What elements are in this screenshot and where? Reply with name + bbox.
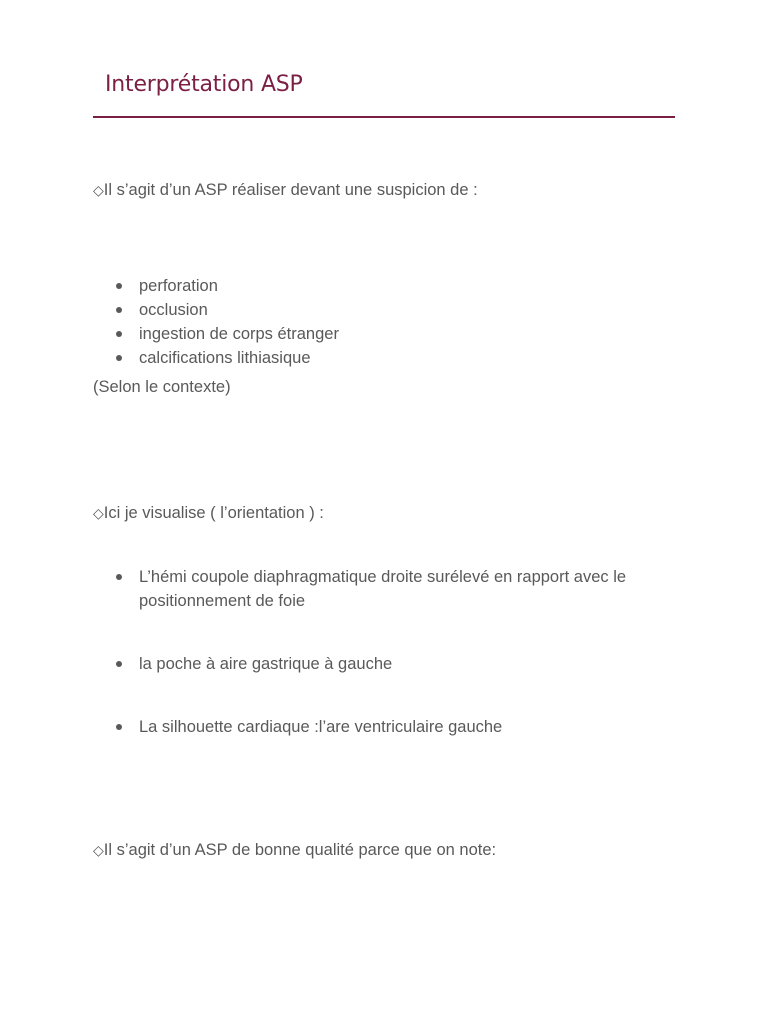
list-item-text: la poche à aire gastrique à gauche xyxy=(139,655,393,673)
orientation-list xyxy=(93,565,679,778)
list-item xyxy=(93,565,679,613)
section3-heading xyxy=(93,841,496,860)
bullet-dot-icon xyxy=(116,331,122,337)
bullet-dot-icon xyxy=(116,661,122,667)
title-underline xyxy=(93,116,675,118)
list-item xyxy=(93,274,339,298)
list-item-text: ingestion de corps étranger xyxy=(139,325,339,343)
list-item-text: calcifications lithiasique xyxy=(139,349,311,367)
suspicion-list xyxy=(93,274,339,370)
list-item xyxy=(93,652,679,676)
list-item-text: perforation xyxy=(139,277,218,295)
section1-heading xyxy=(93,181,478,200)
bullet-dot-icon xyxy=(116,574,122,580)
bullet-dot-icon xyxy=(116,724,122,730)
diamond-bullet-icon: ◇ xyxy=(93,843,104,859)
section3-heading-text: Il s’agit d’un ASP de bonne qualité parce que on note: xyxy=(103,841,497,859)
list-item-text: La silhouette cardiaque :l’are ventriculaire gauche xyxy=(139,718,503,736)
list-item xyxy=(93,715,679,739)
diamond-bullet-icon: ◇ xyxy=(93,506,104,522)
list-item xyxy=(93,298,339,322)
list-item-text: L’hémi coupole diaphragmatique droite surélevé en rapport avec le positionnement de foie xyxy=(139,568,627,610)
section2-heading xyxy=(93,504,324,523)
bullet-dot-icon xyxy=(116,283,122,289)
diamond-bullet-icon: ◇ xyxy=(93,183,104,199)
bullet-dot-icon xyxy=(116,307,122,313)
list-item-text: occlusion xyxy=(139,301,208,319)
list-item xyxy=(93,322,339,346)
list-item xyxy=(93,346,339,370)
bullet-dot-icon xyxy=(116,355,122,361)
section1-heading-text: Il s’agit d’un ASP réaliser devant une suspicion de : xyxy=(103,181,478,199)
document-title: Interprétation ASP xyxy=(105,72,303,97)
context-note: (Selon le contexte) xyxy=(93,378,231,396)
section2-heading-text: Ici je visualise ( l’orientation ) : xyxy=(103,504,324,522)
